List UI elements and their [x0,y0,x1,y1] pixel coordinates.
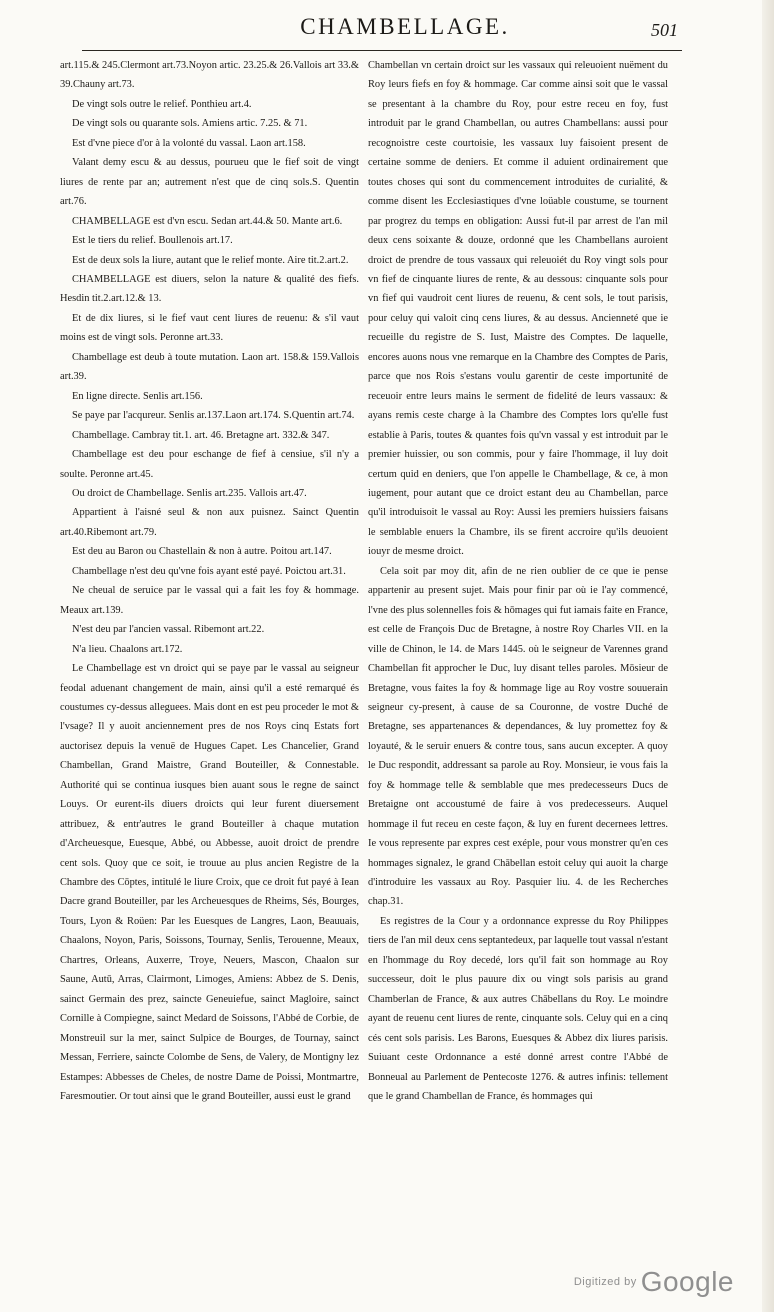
paragraph: Et de dix liures, si le fief vaut cent liures de reuenu: & s'il vaut moins est de vingt sols. Peronne art.33. [60,312,359,344]
paragraph: Est deu au Baron ou Chastellain & non à autre. Poitou art.147. [72,546,332,558]
paragraph: Chambellage est deub à toute mutation. Laon art. 158.& 159.Vallois art.39. [60,351,359,383]
page-edge [762,0,774,1312]
paragraph: Chambellage est deu pour eschange de fief à censiue, s'il n'y a soulte. Peronne art.45. [60,449,359,480]
paragraph: Chambellage n'est deu qu'vne fois ayant esté payé. Poictou art.31. [72,565,346,577]
google-logo: Google [640,1266,734,1297]
paragraph: De vingt sols ou quarante sols. Amiens artic. 7.25. & 71. [72,118,308,130]
paragraph: Ne cheual de seruice par le vassal qui a fait les foy & hommage. Meaux art.139. [60,585,359,616]
paragraph: N'a lieu. Chaalons art.172. [72,643,183,655]
paragraph: Valant demy escu & au dessus, pourueu que le fief soit de vingt liures de rente par an; autrement n'est que de cinq sols.S. Quentin art.76. [60,157,359,208]
paragraph: Le Chambellage est vn droict qui se paye par le vassal au seigneur feodal aduenant changement de main, ainsi qu'il a esté remarqué és coustumes cy-dessus alleguees. Mais dont en est peu proceder le mot & l'vsage? Il y auoit anciennement pres de nos Roys cinq Estats fort auctorisez depuis la venuë de Hugues Capet. Les Chancelier, Grand Chambellan, Grand Maistre, Grand Bouteiller, & Connestable. Authorité qui se continua iusques bien auant sous le regne de sainct Louys. Or eurent-ils diuers droicts qui leur furent diuersement attribuez, & entr'autres le grand Bouteiller à chaque mutation d'Archeuesque, Euesque, Abbé, ou Abbesse, auoit droict de prendre cent sols. Quoy que ce soit, ie trouue au plus ancien Registre de la Chambre des Cōptes, intitulé le liure Croix, que ce droit fut payé à Iean Dacre grand Bouteiller, par les Archeuesques de Rheims, Sés, Bourges, Tours, Lyon & Roüen: Par les Euesques de Langres, Laon, Beauuais, Chaalons, Noyon, Paris, Soissons, Tournay, Senlis, Terouenne, Meaux, Chartres, Orleans, Auxerre, Troye, Neuers, Mascon, Chaalon sur Saune, Autū, Arras, Clairmont, Limoges, Amiens: Abbez de S. Denis, sainct Germain des prez, saincte Geneuiefue, sainct Magloire, sainct Cornille à Compiegne, sainct Medard de Soissons, l'Abbé de Corbie, de Monstreuil sur la mer, sainct Sulpice de Bourges, de Tournay, sainct Messan, Ferriere, saincte Colombe de Sens, de Valery, de Montigny lez Estampes: Abbesses de Cheles, de nostre Dame de Poissi, Montmartre, Faresmoutier. Or tout ainsi que le grand Bouteiller, aussi eust le grand [60,663,359,1103]
paragraph: CHAMBELLAGE est d'vn escu. Sedan art.44.& 50. Mante art.6. [72,215,343,227]
paragraph: Est de deux sols la liure, autant que le relief monte. Aire tit.2.art.2. [72,254,349,266]
paragraph: Es registres de la Cour y a ordonnance expresse du Roy Philippes tiers de l'an mil deux cens septantedeux, par laquelle tout vassal n'estant en l'hommage du Roy decedé, lors qu'il fait son hommage au Roy successeur, doit le plus pauure dix ou vingt sols parisis au grand Chamberlan de France, & aux autres Chābellans du Roy. Le moindre ayant de reuenu cent liures de rente, cinquante sols. Celuy qui en a cinq cés cent sols parisis. Les Barons, Euesques & Abbez dix liures parisis. Suiuant ceste Ordonnance a esté donné arrest contre l'Abbé de Bonneual au Parlement de Pentecoste 1276. & autres infinis: tellement que le grand Chambellan de France, és hommages qui [368,915,668,1103]
running-header [60,8,750,48]
paragraph: Appartient à l'aisné seul & non aux puisnez. Sainct Quentin art.40.Ribemont art.79. [60,507,359,538]
header-rule [82,50,682,51]
paragraph: Cela soit par moy dit, afin de ne rien oublier de ce que ie pense appartenir au present sujet. Mais pour finir par où ie l'ay commencé, l'vne des plus solennelles fois & hōmages qui fut iamais faite en France, est celle de François Duc de Bretagne, à nostre Roy Charles VII. en la ville de Chinon, le 14. de Mars 1445. où le seigneur de Varennes grand Chambellan fit approcher le Duc, luy disant telles paroles. Mōsieur de Bretagne, vous faites la foy & hommage lige au Roy vostre souuerain seigneur cy-present, à cause de sa Couronne, de vostre Duché de Bretagne, ses appartenances & dependances, & luy promettez foy & loyauté, & le seruir enuers & contre tous, sans aucun excepter. A quoy le Duc respondit, addressant sa parole au Roy. Monsieur, ie vous fais la foy & hommage telle & semblable que mes predecesseurs Ducs de Bretaigne ont accoustumé de faire à vos predecesseurs. Auquel hommage il fut receu en ceste façon, & luy en furent decernees lettres. Ie vous represente par expres cest exéple, pour vous monstrer qu'en ces hommages signalez, le grand Chābellan estoit celuy qui auoit la charge d'introduire les vassaux au Roy. Pasquier liu. 4. de les Recherches chap.31. [368,565,668,908]
paragraph: Est le tiers du relief. Boullenois art.17. [72,235,233,247]
digitized-watermark [574,1266,734,1298]
paragraph: CHAMBELLAGE est diuers, selon la nature & qualité des fiefs. Hesdin tit.2.art.12.& 13. [60,273,359,305]
paragraph: Est d'vne piece d'or à la volonté du vassal. Laon art.158. [72,137,306,149]
paragraph: art.115.& 245.Clermont art.73.Noyon artic. 23.25.& 26.Vallois art 33.& 39.Chauny art.73. [60,60,359,91]
watermark-prefix: Digitized by [573,1276,637,1288]
paragraph: Chambellage. Cambray tit.1. art. 46. Bretagne art. 332.& 347. [72,429,330,441]
paragraph: De vingt sols outre le relief. Ponthieu art.4. [72,98,252,110]
paragraph: En ligne directe. Senlis art.156. [72,390,203,402]
paragraph: Chambellan vn certain droict sur les vassaux qui releuoient nuëment du Roy leurs fiefs en foy & hommage. Car comme ainsi soit que le vassal se presentant à la chambre du Roy, pour estre receu en foy, fust introduit par le grand Chambellan, ou autres Chambellans: aussi pour recognoistre ceste courtoisie, les vassaux luy faisoient present de certaine somme de deniers. Et comme il aduient ordinairement que toutes choses qui sont du commencement introduites de curialité, & comme disent les Ecclesiastiques d'vne loüable coustume, se tournent par progrez du temps en obligation: Aussi fut-il par arrest de l'an mil deux cens soixante & douze, ordonné que les Chambellans auroient droict de prendre de tous vassaux qui releuoiét du Roy vingt sols pour vn fief de cinquante liures de rente, & au dessous: cinquante sols pour vn fief qui vaudroit cent liures de reuenu, & cent sols, le tout parisis, pour celuy qui valoit cinq cens liures, & au dessus. Ancienneté que ie recueille du registre de S. Iust, Maistre des Comptes. De laquelle, encores auons nous vne remarque en la Chambre des Comptes de Paris, parce que nos Rois s'estans voulu garentir de ceste importunité de receuoir entre leurs mains le serment de fidelité de leurs vassaux: & ayans remis ceste charge à la Chambre des Comptes lors qu'elle fust establie à Paris, toutes & quantes fois qu'vn vassal y est introduit par le premier huissier, ou son commis, pour y faire l'hommage, il luy doit certum quid en deniers, que l'on appelle le Chambellage, & ce, à mon iugement, pour autant que ce droict estant deu au Chambellan, parce qu'il introduisoit le vassal au Roy: Aussi les premiers huissiers faisans le semblable enuers la Chambre, ils se firent accroire qu'ils deuoient iouyr de mesme droict. [368,60,668,558]
paragraph: Ou droict de Chambellage. Senlis art.235. Vallois art.47. [72,487,307,499]
page-title: CHAMBELLAGE. [300,14,510,39]
paragraph: Se paye par l'acqureur. Senlis ar.137.Laon art.174. S.Quentin art.74. [72,410,355,422]
left-column [60,56,359,1106]
right-column [368,56,668,1106]
page-number: 501 [651,20,678,40]
paragraph: N'est deu par l'ancien vassal. Ribemont art.22. [72,624,265,636]
